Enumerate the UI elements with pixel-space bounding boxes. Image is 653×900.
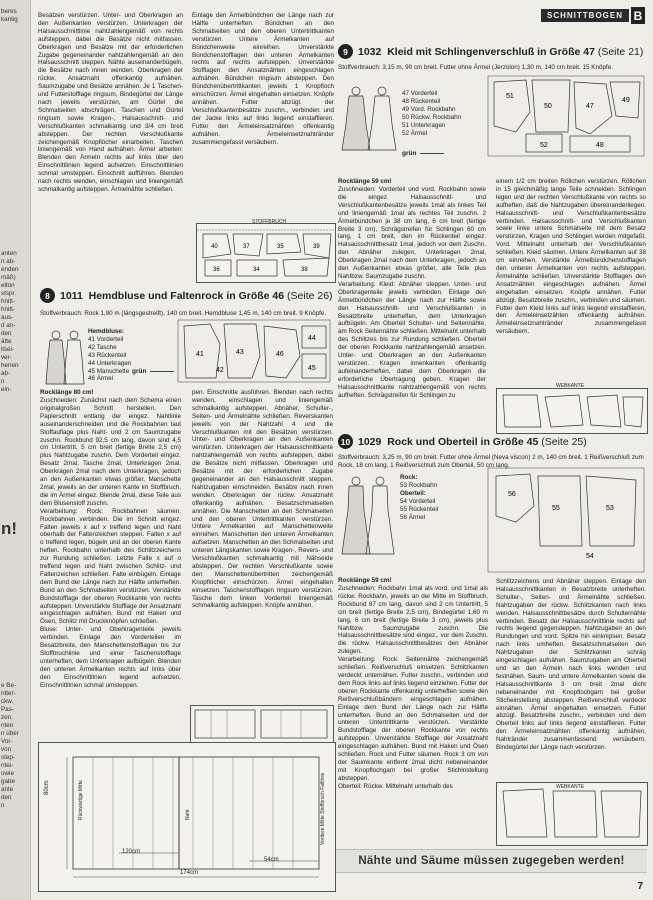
section-10-illustration [340,474,398,558]
edge-text-fragment: gabe [1,778,16,785]
edge-text-fragment: n [1,378,5,385]
page-header [541,7,645,24]
section-10-text-col2: Schlitzzeichens und Abnäher steppen. Einlage den Halsausschnittkanten in Besatzbreite unterheften. Schulter-, Seiten- und Ärmelnähte schließen. Nahtzugaben der rückw. Schlitzkanten nach links wenden. Halsausschnittbesätze durch Schulternähte verbinden. Besatz der Halsausschnittlinie rechts auf rechts liegend gegensteppen. Nahtzugaben an den Rundungen und vord. Spitze hin einknipsen. Besatz nach links umheften. Besatzschmalseiten den Nahtzugaben der Schlitzkanten schräg eingeschlagen aufnähen. Saumzugaben am Oberteil und an den Ärmeln nach links wenden und festnähen. Saum- und untere Ärmelkanten sowie die Halsausschnittkante 3 cm breit 2mal dicht nebeneinander mit Knopflochgarn bei großer Sticheinstellung absteppen. Reißverschluß verdeckt einnähen. Ärmel eingehalten einsetzen. Futter abzügl. Besatzbreite zuschn., verbinden und dem Oberteil links auf links liegend einstaffieren. Futter den Ärmeleinsatznähten offenkantig aufnähen, Nahtränder zusammenfassend versäubern. Bindegürtel der Länge nach verstürzen. [496,578,648,752]
svg-text:40: 40 [211,244,218,250]
webkante-label-10: WEBKANTE [556,784,585,790]
section-9-fabric-info: Stoffverbrauch: 3,15 m, 90 cm breit. Futter ohne Ärmel (Jerzolon) 1,30 m, 140 cm breit. 15 Knöpfe. [338,64,613,71]
edge-text-fragment: henen [1,362,19,369]
section-10-pageref: (Seite 25) [541,435,587,448]
svg-text:46: 46 [276,351,284,358]
pattern-layout-dress [486,72,646,160]
edge-text-fragment: hnitt- [1,298,15,305]
legend-item: 43 Rückenteil [88,351,127,359]
section-10-figures-drawing [340,474,398,558]
schema-total-width-label: 174cm [180,870,199,876]
svg-text:53: 53 [606,505,614,512]
svg-text:52: 52 [540,142,548,149]
pattern-layout-jacket-drawing [197,224,335,282]
section-8-number: 8 [40,288,55,303]
section-8-title: Hemdbluse und Faltenrock in Größe 46 [88,289,285,302]
section-9-code: 1032 [358,45,382,58]
section-10-heading [338,434,587,449]
edge-text-fragment: ntei- [1,762,14,769]
svg-text:39: 39 [313,244,320,250]
edge-text-fragment: ein- [1,386,12,393]
section-10-fabric-info: Stoffverbrauch: 3,25 m, 90 cm breit. Futter ohne Ärmel (Neva viscon) 2 m, 140 cm breit. 1 Reißverschluß zum Rock, 18 cm lang, 1 Reißverschluß zum Oberteil, 50 cm lang. [338,454,644,469]
edge-text-fragment: Vor- [1,738,13,745]
svg-text:54: 54 [586,553,594,560]
schema-label-naht: Naht [185,809,191,820]
svg-text:35: 35 [277,244,284,250]
edge-text-fragment: enden [1,266,19,273]
header-letter: B [631,7,645,24]
edge-text-fragment: ckw. [1,698,14,705]
legend-item: 49 Vord. Rockbahn [402,105,456,113]
svg-text:36: 36 [213,267,220,273]
edge-text-fragment: zen. [1,714,13,721]
pattern-layout-skirt [190,705,334,743]
legend-item: 56 Ärmel [400,513,426,521]
svg-text:45: 45 [308,365,316,372]
svg-text:34: 34 [253,267,260,273]
section-8-color-note: grün [132,368,174,375]
webkante-label-lining: WEBKANTE [556,383,585,389]
header-label: SCHNITTBOGEN [541,9,629,22]
edge-text-fragment: n [1,802,5,809]
svg-text:47: 47 [586,103,594,110]
edge-text-fragment: ilsei- [1,346,14,353]
section-10-code: 1029 [358,435,382,448]
edge-text-fragment: ab- [1,370,11,377]
section-9-pageref: (Seite 21) [597,45,644,58]
edge-text-fragment: ätte [1,338,12,345]
svg-text:43: 43 [236,349,244,356]
section-9-figures-drawing [340,84,400,154]
section-10-skirt-length: Rocklänge 59 cm! [338,577,392,584]
edge-text-fragment: Pas- [1,706,14,713]
edge-text-fragment: von [1,746,12,753]
legend-item: 53 Rockbahn [400,481,438,489]
legend-item: 54 Vorderteil [400,497,436,505]
schema-width-120-label: 120cm [122,849,141,855]
page-number: 7 [637,881,643,892]
legend-item: 51 Unterkragen [402,121,446,129]
edge-text-fragment: e Be- [1,682,17,689]
section-10-legend-ober: Oberteil: [400,489,426,497]
pattern-layout-skirt-drawing [191,706,333,742]
section-9-illustration [340,84,400,154]
section-8-text-col2: pen. Einschnitte ausführen. Blenden nach rechts wenden, einschlagen und liniengemäß schmalkantig aufsteppen. Abnäher, Schulter-, Seiten- und Ärmelnähte schließen. Reverskanten jeweils von der Nahtzahl 4 und die Verschlußkanten mit den Besätzen verstürzen. Unter- und Oberkragen an den Außenkanten verstürzen. Unterkragen der Halsausschnittkante nahtzahlengemäß von rechts aufsteppen, dabei die Besätze nicht mitfassen. Oberkragen und Besätze mit der erforderlichen Zugabe gegeneinander an den Halsausschnitt steppen. Nahtzugaben einschneiden. Besätze nach innen wenden. Oberkragen der rückw. Ansatznaht offenkantig aufnähen. Besatzschmalseiten annähen. Die Manschetten an den Schmalseiten und den oberen Untertrittkanten verstürzen. Untere Ärmelkanten auf Manschettenweite einreihen. Manschetten den unteren Ärmelkanten aufsetzen. Manschetten an den Schmalseiten und unteren Längskanten sowie Kragen-, Revers- und Verschlußkanten schmalkantig mit Nähseide absteppen. Der rechten Verschlußkante sowie den Manschettenübertritten zeichengemäß Knopflöcher einschürzen. Ärmel eingehalten einsetzen. Taschenstofflagen ringsum verstürzen. Tasche dem linken Vorderteil liniengemäß schmalkantig aufsteppen. Knöpfe annähen. [192,389,335,610]
legend-item: 50 Rückw. Rockbahn [402,113,462,121]
section-10-legend [400,474,470,521]
edge-text-fragment: den [1,330,12,337]
pattern-layout-jacket [196,223,336,283]
pattern-layout-top [486,466,646,574]
svg-text:55: 55 [552,505,560,512]
legend-item: 52 Ärmel [402,129,428,137]
section-9-legend [402,90,482,137]
svg-text:51: 51 [506,93,514,100]
edge-text-fragment: ante [1,786,14,793]
schema-height-label: 80cm [44,780,50,795]
edge-text-fragment: mäß) [1,274,16,281]
legend-item: 42 Tasche [88,343,117,351]
section-9-skirt-length: Rocklänge 59 cm! [338,178,392,185]
stoffbruch-label-jacket: STOFFBRUCH [252,219,287,225]
footer-banner: Nähte und Säume müssen zugegeben werden! [336,849,647,873]
legend-item: 48 Rückenteil [402,97,441,105]
section-10-text-col1: Zuschneiden: Rockbahn 1mal als vord. und 1mal als rückw. Rockbahn, jeweils an der Mitte im Stoffbruch, Rockbund 87 cm lang, davon sind 2 cm Untertritt, 5 cm breit (fertige Breite 2,5 cm), Bindegürtel 1,60 m lang, 6 cm breit (fertige Breite 3 cm), jeweils plus Nahtbzw. Saumzugabe zuschn. Die Halsausschnittbesätze sind eingez., vor dem Zuschn. die rückw. Halsausschnittbesätzes den Abnäher zulegen. Verarbeitung: Rock: Seitennähte zeichengemäß schließen. Reißverschluß einsetzen. Schlitzkanten verdeckt unternähen. Futter zuschn., verbinden und dem Rock links auf links liegend einziehen. Futter der oberen Rockkante offenkantig unterheften sowie den Reißverschlußbändern eingeschlagen aufnähen. Einlage dem Bund der Länge nach zur Hälfte unterheften. Bund an den Schmalseiten und der unteren Untertrittkante verstürzen. Verstärkte Bundstofflage der oberen Rockkante von rechts aufsteppen. Unverstärkte Stofflage der Ansatznaht eingeschlagen aufnähen. Bund mit Haken und Ösen schließen. Rock und Futter säumen. Rock 3 cm von der Saumkante entfernt 2mal dicht nebeneinander mit Knopflochgarn bei großer Stichinstellung absteppen. Oberteil: Rückw. Mittelnaht unterhalb des [338,585,488,790]
edge-text-fragment: n! [1,519,18,538]
edge-text-fragment: beres [1,8,17,15]
svg-text:37: 37 [243,244,250,250]
pattern-layout-lining-drawing [497,389,647,433]
section-8-legend-title: Hemdbluse: [88,328,125,335]
section-8-text-col1: Zuschneiden: Zunächst nach dem Schema einen originalgroßen Schnitt herstellen. Den Papierschnitt entlang der eingez. Nahtlinie auseinanderschneiden und die Rockbahnen laut Stoffauflage plus Naht- und 2 cm Saumzugabe zuschn. Rockbund 92,5 cm lang, davon sind 4,5 cm Untertritt, 5 cm breit (fertige Breite 2,5 cm) plus Nahtzugabe zuschn. Dem Vorderteil eingez. Besatz 2mal, Tasche 2mal, Unterkragen 2mal, Oberkragen 2mal nach dem Unterkragen, jedoch an den Außenkanten etwas größer, Manschette 2mal, jeweils an der unteren Kante im Stoffbruch, die im Ärmel eingez. Blende 2mal, diese Teile aus dem Blusenstoff zuschn. Verarbeitung: Rock: Rockbahnen säumen. Rockbahnen verbinden. Die im Schnitt eingez. Falten jeweils x auf x treffend legen und Naht oberhalb der Faltenzeichen steppen. Falten x auf o treffend legen, bügeln und an der oberen Kante heften. Rockbahn unterhalb des Schlitzzeichens zur Rundung schließen. Letzte Falte x auf o treffend legen und Naht zwischen Schlitz- und Faltenzeichen schließen. Falte einbügeln. Einlage dem Bund der Länge nach zur Hälfte unterheften. Bund an den Schmalseiten verstürzen. Verstärkte Bundstofflage der oberen Rockkante von rechts aufsteppen. Unverstärkte Stofflage der Ansatznaht eingeschlagen aufnähen. Bund mit Haken und Ösen, Schlitz mit Druckknöpfen schließen. Bluse: Unter- und Oberkragenteile jeweils verbinden. Einlage den Vorderteilen im Besatzbreite, den Manschettenstofflagen bis zur Stoffbruchlinie und einer Taschenstofflage unterheften, dem Unterkragen aufbügeln. Blenden den unteren Ärmelkanten rechts auf links über den Einschnittlinien legend aufsetzen. Einschnittlinien schmal umsteppen. [40,397,181,689]
schema-label-vordere-mitte: Vordere Mitte Stoffbruch Faltlinie [320,772,326,845]
section-8-illustration [42,328,88,388]
left-page-edge [0,0,31,900]
edge-text-fragment: ver- [1,354,12,361]
pattern-layout-lining [496,388,648,434]
section-10-legend-rock: Rock: [400,474,418,481]
pattern-layout-top-drawing [486,466,646,574]
section-10-title: Rock und Oberteil in Größe 45 [387,435,539,448]
section-9-text-col1: Zuschneiden: Vorderteil und vord. Rockbahn sowie die eingez. Halsausschnitt- und Verschlußkantenbesätze jeweils 1mal als linkes Teil und liniengemäß 1mal als rechtes Teil zuschn. 2 Ärmelbündchen je 38 cm lang, 6 cm breit (fertige Breite 3 cm), Schrägstreifen für Schlingen 60 cm lang, 1 cm breit, den im Rückenteil eingez. Halsausschnittbesatz 1mal, jedoch vor dem Zuschn. den Abnäher zulegen, Unterkragen 2mal, Oberkragen 2mal nach dem Unterkragen, jedoch an den Außenkanten etwas größer, alle Teile plus Nahtbzw. Saumzugabe zuschn. Verarbeitung: Kleid: Abnäher steppen. Unter- und Oberkragenteile jeweils verbinden. Einlage den Ärmelbündchen der Länge nach zur Hälfte sowie den Halsausschnitt- und Verschlußkanten in Besatzbreite unterheften, dem Unterkragen aufbügeln. Am Oberteil Schulter- und Seitennähte, am Rock Seitennähte schließen. Mittelnaht unterhalb des Schlitzes bis zur Rundung schließen. Oberteil der oberen Rockkante nahtzahlengemäß ansetzen. Unter- und Oberkragen an den Außenkanten verstürzen. Kragen innenkanten offenkantig aufeinanderheften, dabei dem Oberkragen die erforderliche Übertragung geben. Kragen der Halsausschnittkante nahtzahlengemäß von rechts aufheften. Schrägstreifen für Schlingen zu [338,186,486,399]
edge-text-fragment: step- [1,754,15,761]
section-8-fabric-info: Stoffverbrauch: Rock 1,90 m (längsgestreift), 140 cm breit. Hemdbluse 1,45 m, 140 cm breit. 9 Knöpfe. [40,310,327,317]
edge-text-fragment: owie [1,770,14,777]
legend-item: 46 Ärmel [88,375,114,383]
pattern-layout-lining-10 [496,782,648,846]
legend-item: 47 Vorderteil [402,90,438,97]
section-9-heading [338,44,643,59]
legend-item: 45 Manschette [88,367,130,375]
section-9-title: Kleid mit Schlingenverschluß in Größe 47 [387,45,595,58]
edge-text-fragment: n ab- [1,258,16,265]
edge-text-fragment: d an- [1,322,16,329]
svg-text:49: 49 [622,97,630,104]
edge-text-fragment: aus- [1,314,14,321]
edge-text-fragment: anten [1,250,17,257]
pattern-layout-dress-drawing [486,72,646,160]
svg-text:41: 41 [196,351,204,358]
svg-text:38: 38 [301,267,308,273]
edge-text-fragment: elton [1,282,15,289]
section-8-heading [40,288,333,303]
section-9-text-col2: einem 1/2 cm breiten Röllchen verstürzen. Röllchen in 15 gleichmäßig lange Teile schneiden. Schlingen legen und der rechten Verschlußkante von rechts so aufheften, daß die Nahtzugaben übereinanderliegen. Halsausschnitt- und Verschlußkantenbesätze verbinden. Halsausschnitt- und Verschlußkanten sowie linke untere Schmalseite mit dem Besatz verstürzen, Kragen und Schlingen werden mitgefaßt. Vord. Mittelnaht unterhalb der Verschlußkanten schließen. Kleid säumen. Untere Ärmelkanten auf 38 cm einreihen. Verstärkte Ärmelbündchenstofflagen den unteren Ärmelkanten von rechts aufsteppen. Ärmelnähte schließen. Unverstärkte Stofflagen den Ansatznähten eingeschlagen aufnähen. Ärmel eingehalten einsetzen. Knöpfe annähen. Futter abzügl. Besatzbreite zuschn., verbinden und säumen. Futter dem Kleid links auf links liegend einstaffieren, den Ärmeleinsetzähten offenkantig aufnähen. Ärmeleinsetznahtränder zusammengefasst versäubern. [496,178,648,336]
section-8-skirt-length: Rocklänge 80 cm! [40,389,94,396]
svg-text:42: 42 [216,367,224,374]
section-8-pageref: (Seite 26) [287,289,333,302]
pattern-layout-blouse-drawing [176,316,332,386]
svg-text:50: 50 [544,103,552,110]
col1-top-text: Besätzen verstürzen. Unter- und Oberkragen an den Außenkanten verstürzen. Unterkragen der Halsausschnittlinie nahtzahlengemäß von rechts aufsteppen, dabei die Besätze nicht mitfassen. Oberkragen und Besätze mit der erforderlichen Zugabe gegeneinander nahtzahlengemäß an den Halsausschnitt steppen. Nähte auseinanderbügeln, die Besätze nach innen wenden. Oberkragen der rückw. Ansatznaht offenkantig aufnähen. Saumzugabe und Besätze annähen. Je 1 Taschen- und Futterstofflage ringsum, Bindegürtel der Länge nach jeweils verstürzen, am Gürtel die Schmalseiten abschrägen. Taschen und Gürtel ringsum sowie Kragen-, Halsausschnitt- und Verschlußkanten schmalkantig und 3/4 cm breit absteppen. Der rechten Verschlußkante zeichengemäß Knopflöcher einarbeiten. Taschen liniengemäß von Hand aufnähen. Ärmel arbeiten: Blenden den Ärmeln rechts auf links über den Einschnittlinien legend aufsetzen. Einschnittlinien schmal umsteppen. Einschnitt aufführen. Blenden nach rechts wenden, einschlagen und liniengemäß schmalkantig aufsteppen. Ärmelnähte schließen. [38,12,185,193]
pattern-layout-lining-10-drawing [497,783,647,845]
edge-text-fragment: den [1,794,12,801]
edge-text-fragment: nten [1,722,14,729]
legend-item: 55 Rückenteil [400,505,439,513]
section-8-legend [88,328,158,383]
edge-text-fragment: hnitt- [1,306,15,313]
edge-text-fragment: kantig [1,16,18,23]
col2-top-text: Einlage den Ärmelbündchen der Länge nach zur Hälfte unterheften. Bündchen an den Schmalseiten und den oberen Untertrittkanten verstürzen. Untere Ärmelkanten auf Bündchenweite einreihen. Unverstärkte Bündchenstofflagen den unteren Ärmelkanten rechts auf rechts aufsteppen. Unverstärkte Stofflagen den Ansatznähten eingeschlagen aufnähen. Bündchen ringsum absteppen. Den Bündchenübertrittkanten jeweils 1 Knopfloch einschürzen. Ärmel eingehalten einsetzen. Knöpfe annähen. Futter abzügl. der Verschlußkantenbesätze zuschn., verbinden und der Jacke links auf links liegend einstaffieren. Futter den Ärmeleinsatznähten offenkantig aufnähen. Ärmeleinsetznahtränder zusammengefasst versäubern. [192,12,336,146]
schema-label-rueckw-mitte: Rückwärtige Mitte [78,780,84,820]
pattern-layout-blouse [176,316,332,386]
svg-text:56: 56 [508,491,516,498]
edge-text-fragment: stspr. [1,290,17,297]
svg-text:48: 48 [596,142,604,149]
svg-text:44: 44 [308,335,316,342]
section-8-figures-drawing [42,328,88,388]
section-9-color-note: grün [402,150,444,157]
legend-item: 44 Unterkragen [88,359,132,367]
section-10-number: 10 [338,434,353,449]
section-9-number: 9 [338,44,353,59]
legend-item: 41 Vorderteil [88,335,124,343]
section-8-code: 1011 [60,289,83,302]
schema-width-54-label: 54cm [264,857,279,863]
edge-text-fragment: ntter- [1,690,16,697]
edge-text-fragment: n über [1,730,19,737]
